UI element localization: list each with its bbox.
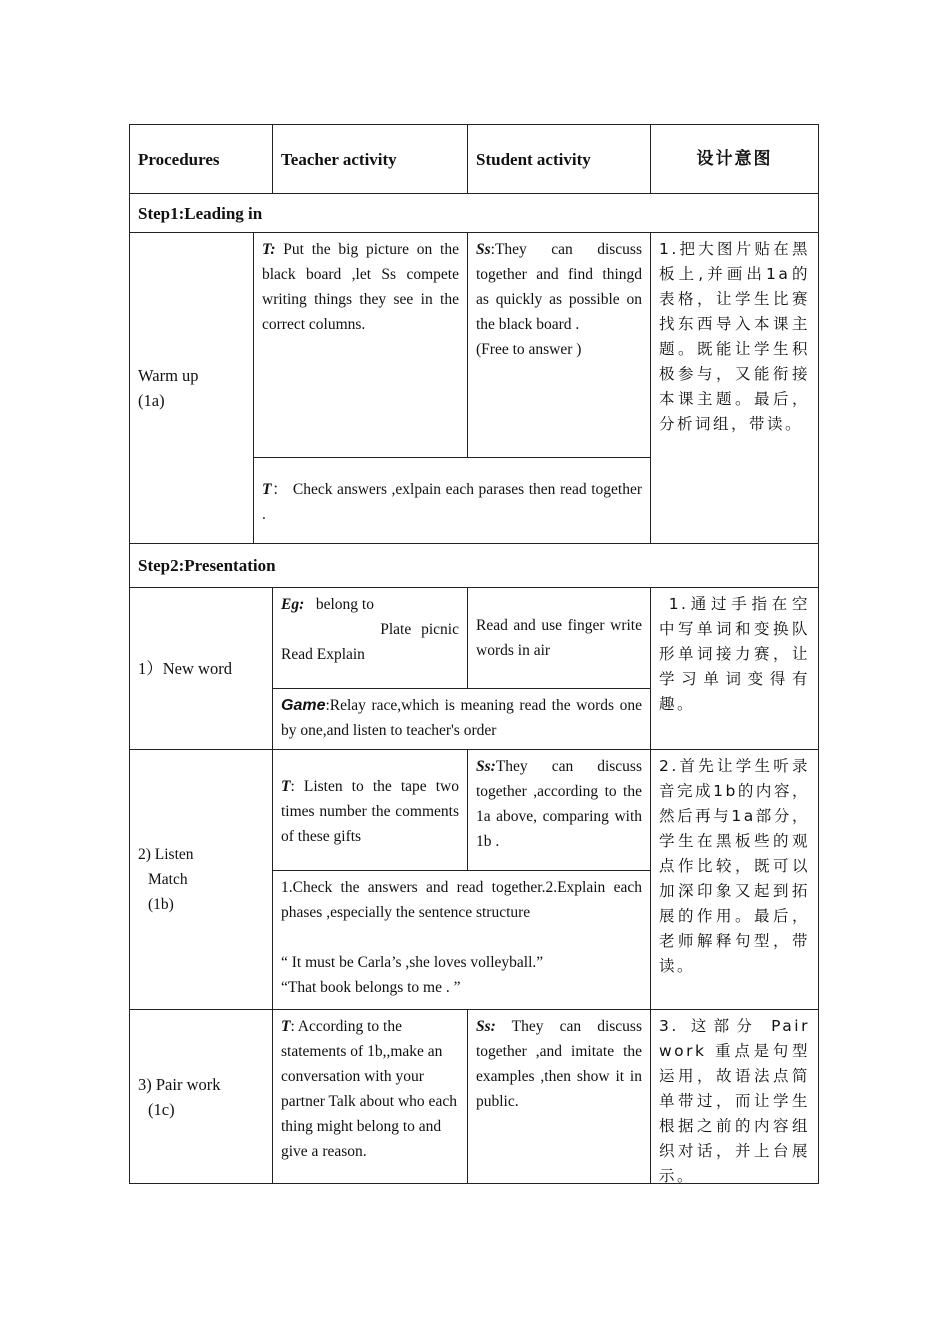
listen-student-label: Ss:: [476, 758, 496, 775]
step2-title: [129, 543, 819, 588]
newword-design-intent: [650, 587, 819, 750]
header-procedures-text: Procedures: [138, 149, 220, 169]
newword-game-label: Game: [281, 697, 326, 714]
listen-student-activity: [467, 749, 651, 871]
step1-title-text: Step1:Leading in: [138, 203, 263, 223]
step2-title-text: Step2:Presentation: [138, 556, 276, 575]
newword-teacher-activity: [272, 587, 468, 689]
listen-proc-line1: 2) Listen: [138, 846, 194, 863]
listen-quote1: “ It must be Carla’s ,she loves volleyball.”: [281, 954, 544, 971]
pair-student-label: Ss:: [476, 1018, 496, 1035]
warmup-teacher-label: T:: [262, 241, 276, 258]
warmup-teacher-text: Put the big picture on the black board ,let Ss compete writing things they see in the correct columns.: [262, 241, 459, 333]
warmup-student-note: (Free to answer ): [476, 341, 582, 358]
newword-procedure: [129, 587, 273, 750]
warmup-check-label: T: [262, 481, 272, 498]
newword-design-text: 1.通过手指在空中写单词和变换队形单词接力赛，让学习单词变得有趣。: [659, 595, 810, 713]
newword-teacher-line2: Plate picnic: [380, 621, 459, 638]
header-teacher-text: Teacher activity: [281, 149, 397, 169]
listen-procedure-text: [138, 842, 194, 917]
newword-teacher-label: Eg:: [281, 596, 305, 613]
listen-spacer: [281, 925, 642, 950]
pair-proc-line2: (1c): [148, 1099, 175, 1119]
warmup-procedure: [129, 232, 254, 544]
warmup-design-text: 1.把大图片贴在黑板上,并画出1a的表格，让学生比赛找东西导入本课主题。既能让学生积极参与，又能衔接本课主题。最后，分析词组，带读。: [659, 240, 810, 433]
header-teacher-activity: [272, 124, 468, 194]
header-procedures: [129, 124, 273, 194]
newword-teacher-line3: Read Explain: [281, 646, 365, 663]
warmup-proc-line2: (1a): [138, 391, 165, 410]
warmup-procedure-text: [138, 363, 199, 413]
header-student-activity: [467, 124, 651, 194]
header-design-text: 设计意图: [696, 148, 773, 169]
pair-procedure-text: [138, 1072, 220, 1122]
warmup-check-answers: [253, 457, 651, 544]
pair-design-text: 3. 这部分 Pair work 重点是句型运用，故语法点简单带过，而让学生根据之前的内容组织对话，并上台展示。: [659, 1017, 810, 1185]
pair-student-text: They can discuss together ,and imitate the examples ,then show it in public.: [476, 1018, 642, 1110]
listen-check-answers: [272, 870, 651, 1010]
warmup-student-text: :They can discuss together and find thingd as quickly as possible on the black board .: [476, 241, 642, 333]
newword-student-text: Read and use finger write words in air: [476, 617, 642, 659]
listen-check-text: 1.Check the answers and read together.2.Explain each phases ,especially the sentence structure: [281, 879, 642, 921]
newword-teacher-line1: [281, 592, 459, 617]
pair-proc-line1: 3) Pair work: [138, 1074, 221, 1094]
warmup-teacher-activity: [253, 232, 468, 458]
listen-procedure: [129, 749, 273, 1010]
newword-game: [272, 688, 651, 750]
step1-title: [129, 193, 819, 233]
pair-teacher-label: T: [281, 1018, 291, 1035]
listen-proc-line3: (1b): [148, 896, 174, 913]
newword-game-text: :Relay race,which is meaning read the words one by one,and listen to teacher's order: [281, 697, 642, 739]
listen-teacher-text: : Listen to the tape two times number the comments of these gifts: [281, 778, 459, 845]
warmup-proc-line1: Warm up: [138, 366, 199, 385]
pair-procedure: [129, 1009, 273, 1184]
warmup-student-label: Ss: [476, 241, 491, 258]
listen-quote2: “That book belongs to me . ”: [281, 979, 461, 996]
listen-teacher-activity: [272, 749, 468, 871]
listen-student-text: They can discuss together ,according to the 1a above, comparing with 1b .: [476, 758, 642, 850]
newword-teacher-line1-text: belong to: [304, 596, 374, 613]
newword-student-activity: [467, 587, 651, 689]
pair-student-activity: [467, 1009, 651, 1184]
listen-proc-line2: Match: [148, 871, 188, 888]
pair-teacher-activity: [272, 1009, 468, 1184]
newword-proc-text: 1）New word: [138, 659, 232, 678]
warmup-design-intent: [650, 232, 819, 544]
listen-design-intent: [650, 749, 819, 1010]
pair-design-intent: [650, 1009, 819, 1184]
warmup-student-activity: [467, 232, 651, 458]
header-student-text: Student activity: [476, 149, 591, 169]
listen-teacher-label: T: [281, 778, 291, 795]
warmup-check-text: ： Check answers ,exlpain each parases then read together .: [262, 481, 642, 523]
pair-teacher-text: : According to the statements of 1b,,make an conversation with your partner Talk about who each thing might belong to and give a reason.: [281, 1018, 457, 1160]
header-design-intent: [650, 124, 819, 194]
listen-design-text: 2.首先让学生听录音完成1b的内容，然后再与1a部分，学生在黑板些的观点作比较，既可以加深印象又起到拓展的作用。最后，老师解释句型，带读。: [659, 757, 810, 975]
